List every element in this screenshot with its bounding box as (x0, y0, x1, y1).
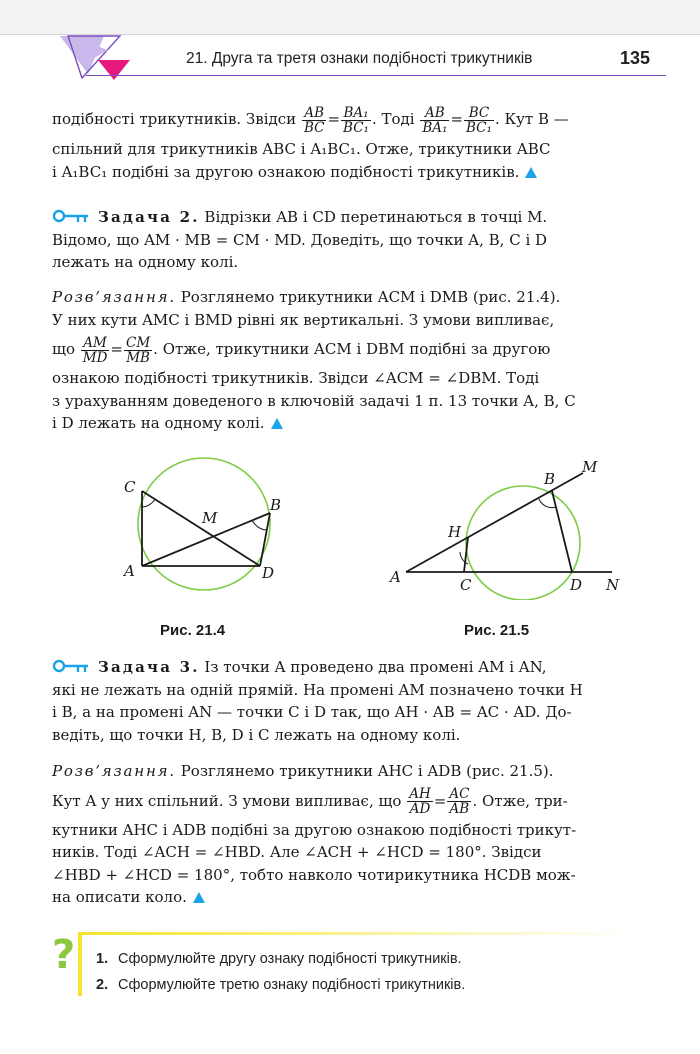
circumcircle (466, 486, 583, 600)
solution-2: Розв’язання. Розглянемо трикутники ACM і DMB (рис. 21.4). У них кути AMC і BMD рівні як вертикальні. З умови випливає, що $\frac{AM}{MD}$ = $\frac{CM}{MB}$ . Отже, трикутники ACM і DBM подібні за другою ознакою подібності трикутників. Звідси ∠ACM = ∠DBM. Тоді з урахуванням доведеного в ключовій задачі 1 п. 13 точки A, B, C і D лежать на одному колі. (52, 286, 658, 435)
text-line: спільний для трикутників ABC і A₁BC₁. Отже, трикутники ABC (52, 140, 551, 158)
fraction: $\frac{AB}{\text{BA₁}}$ (422, 104, 448, 136)
figure-21-5 (386, 450, 636, 600)
task-3 (52, 656, 658, 746)
fraction: $\frac{AB}{BC}$ (303, 104, 325, 136)
fraction: $\frac{AH}{AD}$ (409, 786, 431, 817)
text-line: ознакою подібності трикутників. Звідси ∠ACM = ∠DBM. Тоді (52, 369, 540, 387)
label-M: M (202, 509, 218, 527)
text: подібності трикутників. Звідси (52, 110, 297, 128)
fraction: $\frac{BC}{\text{BC₁}}$ (466, 104, 492, 136)
key-icon (52, 209, 90, 223)
text: Із точки A проведено два промені AM і AN, (204, 658, 547, 676)
label-N: N (606, 576, 620, 594)
questions-top-rule (78, 932, 638, 935)
viewer-top-bar (0, 0, 700, 35)
review-questions (52, 932, 642, 996)
figure-caption: Рис. 21.4 (160, 622, 226, 639)
label-M: M (582, 458, 598, 476)
task-2 (52, 206, 658, 274)
text: Розглянемо трикутники ACM і DMB (рис. 21.4). (180, 288, 561, 306)
label-A: A (124, 562, 135, 580)
text-line: Відомо, що AM · MB = CM · MD. Доведіть, що точки A, B, C і D (52, 230, 548, 249)
question-mark-icon: ? (52, 932, 76, 978)
fraction: $\frac{CM}{MB}$ (126, 334, 151, 366)
end-of-proof-icon (525, 167, 537, 178)
text-line: У них кути AMC і BMD рівні як вертикальні. З умови випливає, (52, 310, 555, 329)
label-D: D (570, 576, 583, 594)
label-B: B (544, 470, 556, 488)
paragraph-proof-end: подібності трикутників. Звідси $\frac{AB}{BC}$ = $\frac{\text{BA₁}}{\text{BC₁}}$ . Тоді $\frac{AB}{\text{BA₁}}$ = $\frac{BC}{\text{BC₁}}$ . Кут B — спільний для трикутників ABC і A₁BC₁. Отже, трикутники ABC і A₁BC₁ подібні за другою ознакою подібності трикутників. (52, 100, 658, 183)
end-of-proof-icon (193, 892, 205, 903)
text-line: ників. Тоді ∠ACH = ∠HBD. Але ∠ACH + ∠HCD = 180°. Звідси (52, 843, 542, 861)
list-item: 1. Сформулюйте другу ознаку подібності трикутників. (96, 951, 462, 967)
text-line: ∠HBD + ∠HCD = 180°, тобто навколо чотирикутника HCDB мож- (52, 865, 576, 884)
fraction: $\frac{\text{BA₁}}{\text{BC₁}}$ (343, 104, 369, 136)
text-line: лежать на одному колі. (52, 253, 239, 271)
label-H: H (448, 523, 462, 541)
page-header (0, 34, 700, 80)
text-line: на описати коло. (52, 888, 187, 906)
task-label: Задача 3. (98, 658, 200, 676)
label-C: C (460, 576, 472, 594)
key-icon (52, 659, 90, 673)
solution-3: Розв’язання. Розглянемо трикутники AHC і ADB (рис. 21.5). Кут A у них спільний. З умови випливає, що $\frac{AH}{AD}$ = $\frac{AC}{AB}$ . Отже, три- кутники AHC і ADB подібні за другою ознакою подібності трикут- ників. Тоді ∠ACH = ∠HBD. Але ∠ACH + ∠HCD = 180°. Звідси ∠HBD + ∠HCD = 180°, тобто навколо чотирикутника HCDB мож- на описати коло. (52, 760, 658, 909)
end-of-proof-icon (271, 418, 283, 429)
text-line: ведіть, що точки H, B, D і C лежать на одному колі. (52, 725, 461, 744)
text: Розглянемо трикутники AHC і ADB (рис. 21.5). (180, 762, 554, 780)
label-C: C (124, 478, 136, 496)
label-D: D (262, 564, 275, 582)
text-line: і D лежать на одному колі. (52, 414, 265, 432)
list-item: 2. Сформулюйте третю ознаку подібності трикутників. (96, 977, 466, 993)
question-list (96, 946, 465, 998)
text-line: і A₁BC₁ подібні за другою ознакою подібності трикутників. (52, 162, 520, 181)
fraction: $\frac{AC}{AB}$ (449, 786, 470, 817)
text-line: кутники AHC і ADB подібні за другою ознакою подібності трикут- (52, 820, 577, 839)
figure-21-4 (118, 450, 298, 600)
figure-caption: Рис. 21.5 (464, 622, 530, 639)
header-rule (86, 75, 666, 76)
fraction: $\frac{AM}{MD}$ (82, 334, 108, 366)
solution-label: Розв’язання. (52, 288, 176, 306)
text-line: і B, а на промені AN — точки C і D так, що AH · AB = AC · AD. До- (52, 703, 572, 721)
text-line: з урахуванням доведеного в ключовій задачі 1 п. 13 точки A, B, C (52, 391, 576, 410)
header-title: 21. Друга та третя ознаки подібності трикутників (186, 50, 533, 67)
task-label: Задача 2. (98, 208, 200, 226)
text: Відрізки AB і CD перетинаються в точці M. (204, 208, 548, 226)
page-number: 135 (620, 48, 651, 68)
solution-label: Розв’язання. (52, 762, 176, 780)
label-B: B (270, 496, 282, 514)
label-A: A (390, 568, 401, 586)
chapter-logo (58, 34, 138, 80)
text-line: які не лежать на одній прямій. На промені AM позначено точки H (52, 680, 583, 699)
